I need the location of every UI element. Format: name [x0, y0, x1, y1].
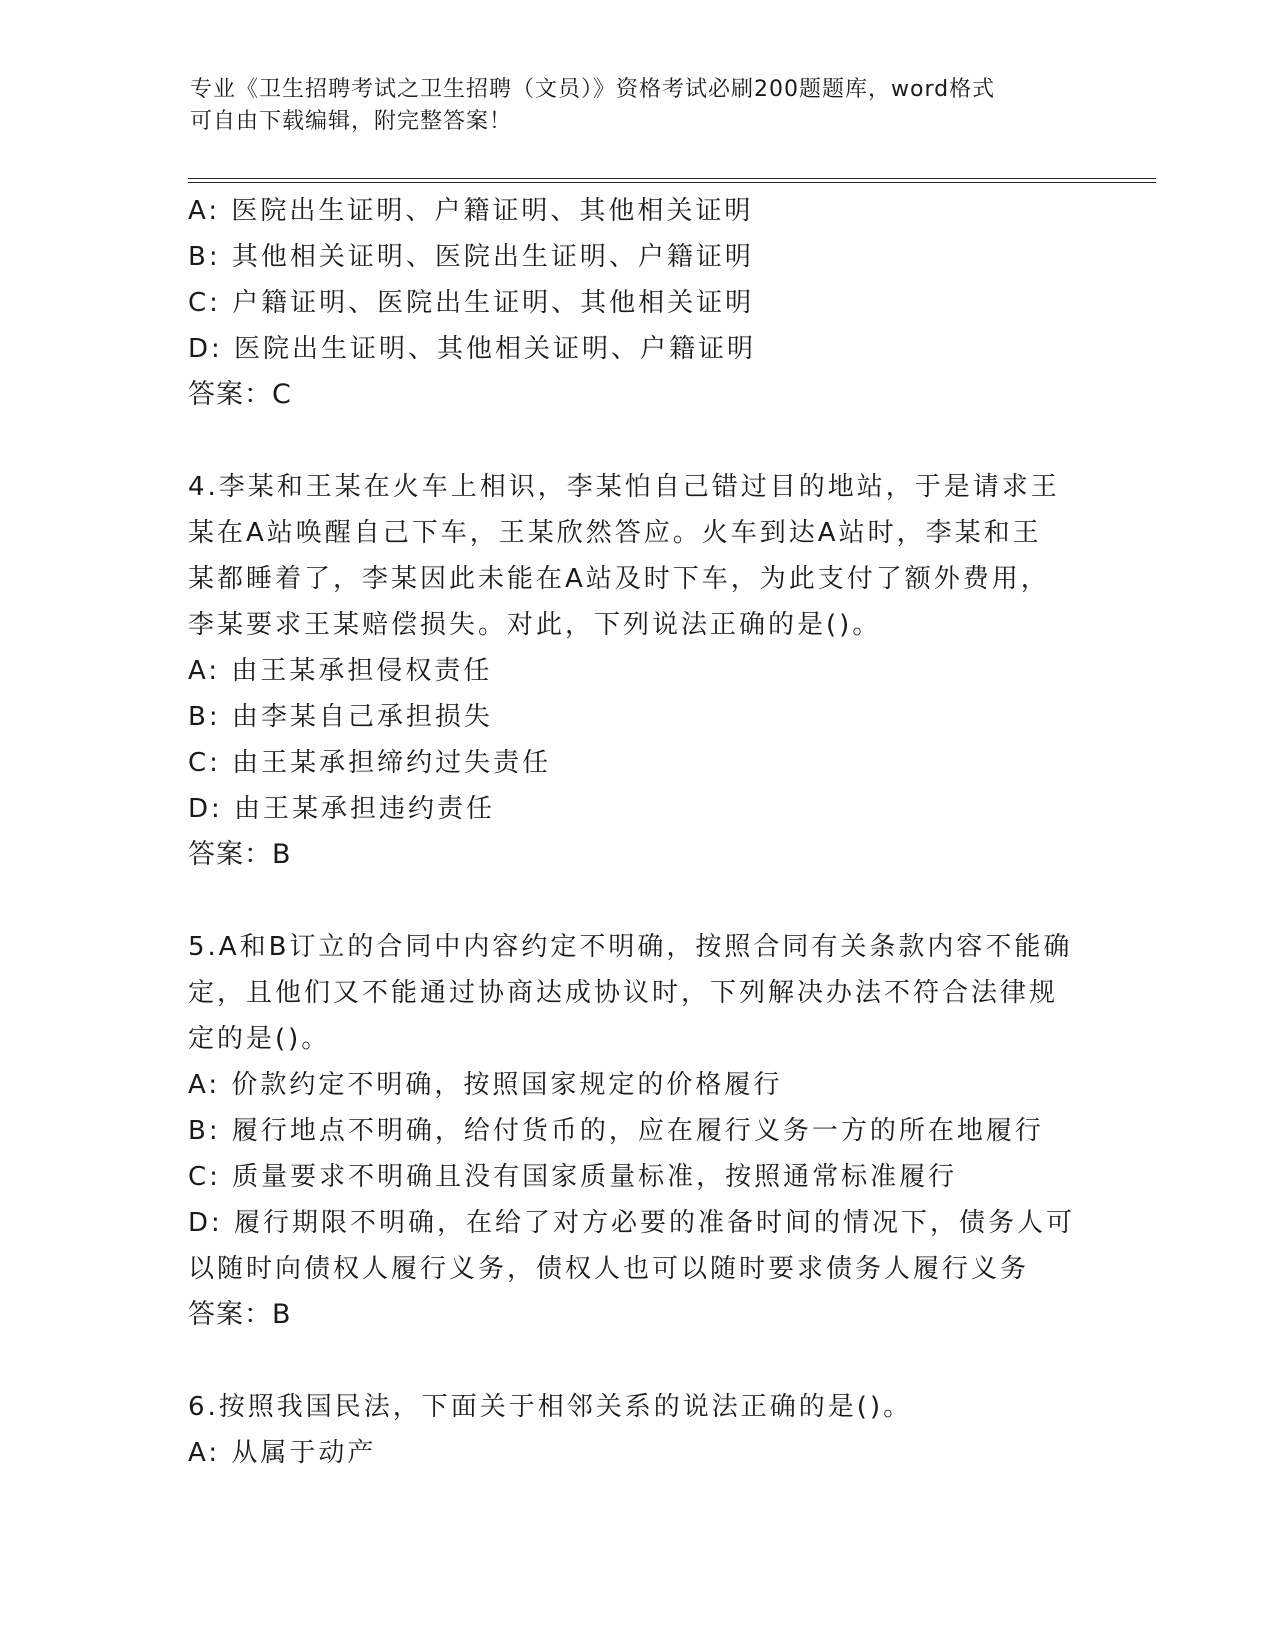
option-a: A: 从属于动产 [188, 1438, 377, 1468]
option-a: A: 医院出生证明、户籍证明、其他相关证明 [188, 196, 754, 226]
spacer [188, 418, 1088, 464]
option-c: C: 质量要求不明确且没有国家质量标准，按照通常标准履行 [188, 1162, 958, 1192]
answer: 答案：C [188, 379, 292, 410]
spacer [188, 878, 1088, 924]
spacer [188, 1338, 1088, 1384]
answer: 答案：B [188, 1299, 292, 1330]
question-4 [188, 464, 1088, 878]
question-list [188, 188, 1088, 1476]
answer: 答案：B [188, 839, 292, 870]
option-c: C: 户籍证明、医院出生证明、其他相关证明 [188, 288, 755, 318]
question-3 [188, 188, 1088, 418]
question-stem-line: 6.按照我国民法，下面关于相邻关系的说法正确的是()。 [188, 1392, 913, 1422]
document-header [190, 74, 1090, 138]
option-b: B: 其他相关证明、医院出生证明、户籍证明 [188, 242, 754, 272]
question-stem-line: 定，且他们又不能通过协商达成协议时，下列解决办法不符合法律规 [188, 978, 1059, 1008]
question-stem-line: 某都睡着了，李某因此未能在A站及时下车，为此支付了额外费用， [188, 564, 1050, 594]
option-d: D: 由王某承担违约责任 [188, 794, 496, 824]
header-line-2: 可自由下载编辑，附完整答案！ [190, 109, 513, 134]
option-c: C: 由王某承担缔约过失责任 [188, 748, 552, 778]
header-line-1: 专业《卫生招聘考试之卫生招聘（文员）》资格考试必刷200题题库，word格式 [190, 77, 996, 102]
option-d: D: 医院出生证明、其他相关证明、户籍证明 [188, 334, 757, 364]
question-stem-line: 5.A和B订立的合同中内容约定不明确，按照合同有关条款内容不能确 [188, 932, 1073, 962]
question-stem-line: 李某要求王某赔偿损失。对此，下列说法正确的是()。 [188, 610, 882, 640]
question-stem-line: 4.李某和王某在火车上相识，李某怕自己错过目的地站，于是请求王 [188, 472, 1060, 502]
option-a: A: 价款约定不明确，按照国家规定的价格履行 [188, 1070, 783, 1100]
option-d-continued: 以随时向债权人履行义务，债权人也可以随时要求债务人履行义务 [188, 1254, 1030, 1284]
option-a: A: 由王某承担侵权责任 [188, 656, 493, 686]
question-stem-line: 某在A站唤醒自己下车，王某欣然答应。火车到达A站时，李某和王 [188, 518, 1042, 548]
header-divider [188, 178, 1156, 183]
question-5 [188, 924, 1088, 1338]
question-stem-line: 定的是()。 [188, 1024, 331, 1054]
option-d: D: 履行期限不明确，在给了对方必要的准备时间的情况下，债务人可 [188, 1208, 1076, 1238]
option-b: B: 履行地点不明确，给付货币的，应在履行义务一方的所在地履行 [188, 1116, 1044, 1146]
option-b: B: 由李某自己承担损失 [188, 702, 493, 732]
question-6 [188, 1384, 1088, 1476]
